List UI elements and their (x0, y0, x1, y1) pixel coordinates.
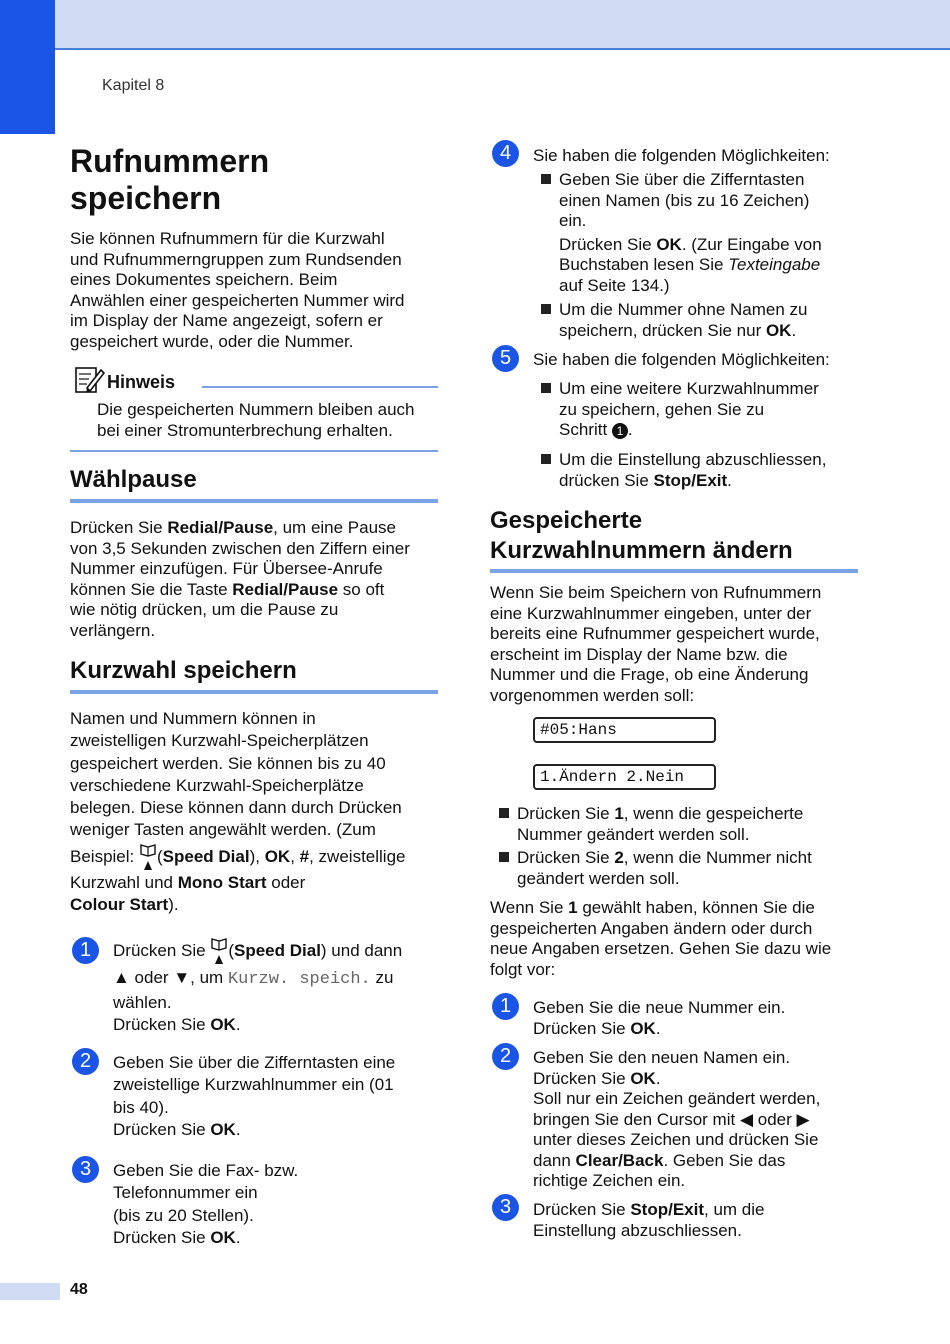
step-5-lead: Sie haben die folgenden Möglichkeiten: (533, 350, 830, 369)
section-heading-change: Gespeicherte Kurzwahlnummern ändern (490, 507, 793, 564)
up-arrow-icon: ▲ (113, 968, 130, 987)
step-5-option-1: Um eine weitere Kurzwahlnummer zu speichern, gehen Sie zu Schritt 1 . (559, 379, 819, 439)
change-step-3-text: Drücken Sie Stop/Exit, um die Einstellung abzuschliessen. (533, 1200, 765, 1240)
down-arrow-icon: ▼ (173, 968, 191, 987)
header-rule (0, 48, 950, 50)
chapter-label: Kapitel 8 (102, 77, 165, 94)
step-2-text: Geben Sie über die Zifferntasten eine zweistellige Kurzwahlnummer ein (01 bis 40). Drücken Sie OK. (113, 1053, 396, 1139)
step-number-2: 2 (72, 1048, 99, 1075)
page-title: Rufnummern speichern (70, 143, 270, 216)
step-4-option-2: Um die Nummer ohne Namen zu speichern, drücken Sie nur OK. (559, 300, 808, 340)
section-rule (70, 499, 438, 503)
section-rule (490, 569, 858, 573)
step-5-option-2: Um die Einstellung abzuschliessen, drücken Sie Stop/Exit. (559, 450, 827, 490)
page-number-bar (0, 1283, 60, 1300)
right-arrow-icon: ▶ (796, 1109, 810, 1129)
bullet (541, 383, 551, 393)
step-4-option-1: Geben Sie über die Zifferntasten einen Namen (bis zu 16 Zeichen) ein. Drücken Sie OK. (Zur Eingabe von Buchstaben lesen Sie Texteingabe auf Seite 134.) (559, 170, 822, 295)
change-option-1: Drücken Sie 1, wenn die gespeicherte Nummer geändert werden soll. (517, 804, 804, 844)
section-rule (70, 690, 438, 694)
intro-paragraph: Sie können Rufnummern für die Kurzwahl und Rufnummerngruppen zum Rundsenden eines Dokumentes speichern. Beim Anwählen einer gespeicherten Nummer wird im Display der Name angezeigt, sofern er gespeichert wurde, oder die Nummer. (70, 229, 405, 351)
lcd-display-line-1: #05:Hans (533, 717, 716, 743)
section-heading-speed: Kurzwahl speichern (70, 657, 297, 684)
section-heading-pause: Wählpause (70, 466, 197, 493)
page-number: 48 (70, 1281, 88, 1298)
step-number-1: 1 (72, 937, 99, 964)
change-step-2-text: Geben Sie den neuen Namen ein. Drücken Sie OK. Soll nur ein Zeichen geändert werden, bringen Sie den Cursor mit ◀ oder ▶ unter dieses Zeichen und drücken Sie dann Clear/Back. Geben Sie das richtige Zeichen ein. (533, 1048, 821, 1190)
speed-paragraph: Namen und Nummern können in zweistelligen Kurzwahl-Speicherplätzen gespeichert werden. Sie können bis zu 40 verschiedene Kurzwahl-Speicherplätze belegen. Diese können dann durch Drücken weniger Tasten angewählt werden. (Zum Beispiel: (Speed Dial), OK, #, zweistellige Kurzwahl und Mono Start oder Colour Start). (70, 709, 406, 915)
header-band (0, 0, 950, 50)
after-paragraph: Wenn Sie 1 gewählt haben, können Sie die gespeicherten Angaben ändern oder durch neue Angaben ersetzen. Gehen Sie dazu wie folgt vor: (490, 898, 832, 979)
lcd-display-line-2: 1.Ändern 2.Nein (533, 764, 716, 790)
change-step-number-2: 2 (492, 1043, 519, 1070)
note-title-rule (202, 386, 438, 388)
left-arrow-icon: ◀ (739, 1109, 754, 1129)
pause-paragraph: Drücken Sie Redial/Pause, um eine Pause von 3,5 Sekunden zwischen den Ziffern einer Nummer einzufügen. Für Übersee-Anrufe können Sie die Taste Redial/Pause so oft wie nötig drücken, um die Pause zu verlängern. (70, 518, 410, 640)
change-option-2: Drücken Sie 2, wenn die Nummer nicht geändert werden soll. (517, 848, 812, 888)
step-reference-badge: 1 (612, 423, 628, 439)
step-3-text: Geben Sie die Fax- bzw. Telefonnummer ein (bis zu 20 Stellen). Drücken Sie OK. (113, 1161, 299, 1247)
change-step-number-1: 1 (492, 993, 519, 1020)
bullet (499, 808, 509, 818)
bullet (499, 852, 509, 862)
change-intro-paragraph: Wenn Sie beim Speichern von Rufnummern eine Kurzwahlnummer eingeben, unter der bereits eine Rufnummer gespeichert wurde, erscheint im Display der Name bzw. die Nummer und die Frage, ob eine Änderung vorgenommen werden soll: (490, 583, 822, 705)
chapter-tab (0, 0, 55, 134)
change-step-1-text: Geben Sie die neue Nummer ein. Drücken Sie OK. (533, 998, 786, 1038)
speed-dial-book-icon (210, 936, 228, 966)
bullet (541, 454, 551, 464)
step-number-3: 3 (72, 1156, 99, 1183)
change-step-number-3: 3 (492, 1194, 519, 1221)
step-1-text: Drücken Sie (Speed Dial) und dann ▲ oder ▼, um Kurzw. speich. zu wählen. Drücken Sie OK. (113, 936, 448, 1036)
note-title: Hinweis (107, 372, 176, 392)
note-icon (73, 364, 105, 396)
note-text: Die gespeicherten Nummern bleiben auch bei einer Stromunterbrechung erhalten. (97, 400, 415, 440)
step-4-lead: Sie haben die folgenden Möglichkeiten: (533, 146, 830, 165)
note-bottom-rule (70, 450, 438, 452)
bullet (541, 304, 551, 314)
step-number-5: 5 (492, 345, 519, 372)
bullet (541, 174, 551, 184)
speed-dial-book-icon (139, 842, 157, 872)
step-number-4: 4 (492, 140, 519, 167)
